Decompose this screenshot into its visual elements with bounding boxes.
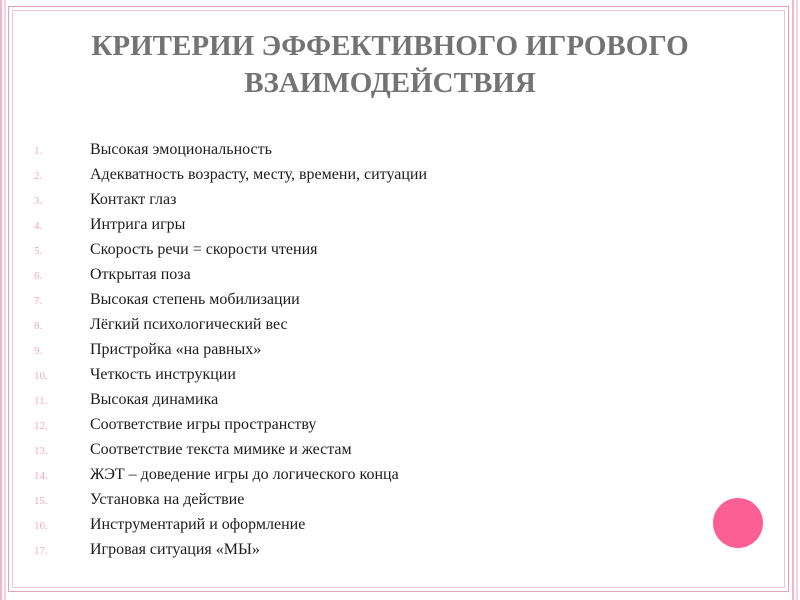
list-item-text: Соответствие текста мимике и жестам <box>90 441 352 458</box>
list-item-text: ЖЭТ – доведение игры до логического конца <box>90 466 399 483</box>
list-item-number: 16. <box>34 520 48 532</box>
left-stripe-2 <box>4 0 6 600</box>
list-item-text: Соответствие игры пространству <box>90 416 317 433</box>
list-item <box>34 466 427 491</box>
list-item <box>34 241 427 266</box>
list-item-number: 14. <box>34 470 48 482</box>
list-item <box>34 391 427 416</box>
criteria-list <box>34 141 427 566</box>
list-item <box>34 291 427 316</box>
list-item <box>34 166 427 191</box>
list-item-number: 5. <box>34 245 43 257</box>
list-item-number: 3. <box>34 195 43 207</box>
slide-title-line-2: ВЗАИМОДЕЙСТВИЯ <box>244 67 536 99</box>
list-item <box>34 441 427 466</box>
list-item <box>34 366 427 391</box>
list-item-number: 1. <box>34 145 43 157</box>
list-item <box>34 316 427 341</box>
list-item <box>34 541 427 566</box>
list-item-number: 8. <box>34 320 43 332</box>
list-item-text: Инструментарий и оформление <box>90 516 306 533</box>
list-item-text: Установка на действие <box>90 491 245 508</box>
list-item-number: 12. <box>34 420 48 432</box>
list-item <box>34 216 427 241</box>
list-item-number: 17. <box>34 545 48 557</box>
list-item <box>34 191 427 216</box>
list-item <box>34 266 427 291</box>
right-stripe-1 <box>792 0 794 600</box>
slide-title-line-1: КРИТЕРИИ ЭФФЕКТИВНОГО ИГРОВОГО <box>91 30 689 62</box>
list-item-number: 9. <box>34 345 43 357</box>
list-item-text: Скорость речи = скорости чтения <box>90 241 318 258</box>
list-item-text: Адекватность возрасту, месту, времени, ситуации <box>90 166 428 183</box>
list-item-text: Контакт глаз <box>90 191 177 208</box>
list-item-number: 11. <box>34 395 48 407</box>
list-item-text: Высокая эмоциональность <box>90 141 272 158</box>
list-item <box>34 491 427 516</box>
left-stripe-1 <box>0 0 2 600</box>
list-item-text: Высокая динамика <box>90 391 219 408</box>
list-item-text: Открытая поза <box>90 266 191 283</box>
list-item-number: 10. <box>34 370 48 382</box>
list-item <box>34 341 427 366</box>
list-item-number: 7. <box>34 295 43 307</box>
list-item-text: Лёгкий психологический вес <box>90 316 288 333</box>
list-item-text: Интрига игры <box>90 216 186 233</box>
list-item-number: 4. <box>34 220 43 232</box>
list-item-number: 13. <box>34 445 48 457</box>
list-item <box>34 141 427 166</box>
list-item-text: Пристройка «на равных» <box>90 341 262 358</box>
list-item-number: 15. <box>34 495 48 507</box>
list-item-number: 2. <box>34 170 43 182</box>
right-stripe-2 <box>796 0 798 600</box>
list-item-text: Высокая степень мобилизации <box>90 291 300 308</box>
list-item-text: Игровая ситуация «МЫ» <box>90 541 260 558</box>
list-item-text: Четкость инструкции <box>90 366 236 383</box>
slide-title <box>40 28 740 102</box>
list-item <box>34 516 427 541</box>
list-item <box>34 416 427 441</box>
list-item-number: 6. <box>34 270 43 282</box>
pink-circle-decoration <box>713 498 763 548</box>
